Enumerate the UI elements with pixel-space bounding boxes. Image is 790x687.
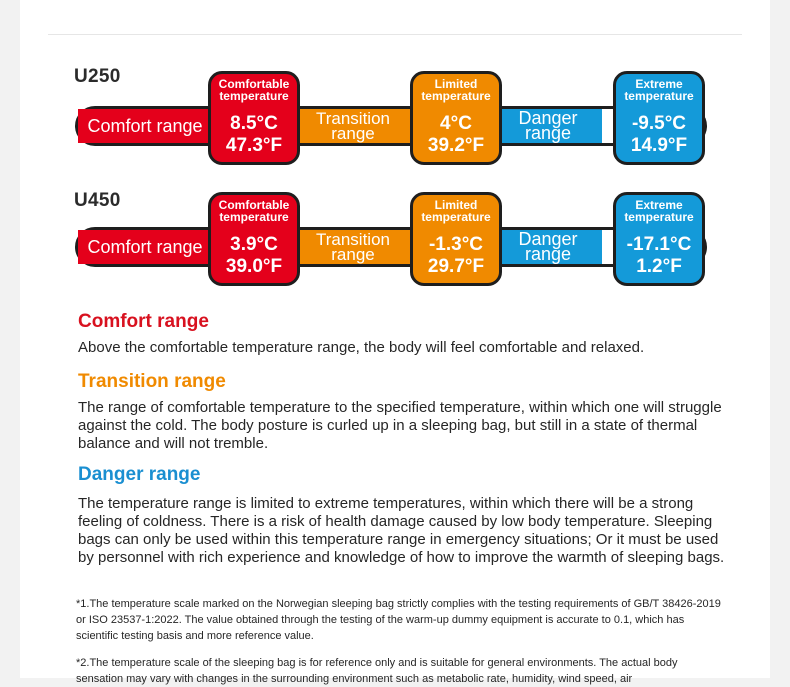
- celsius-value: 3.9°C: [230, 234, 278, 255]
- danger-range-segment: Danger range: [494, 109, 602, 143]
- comfortable-temperature-value: [211, 227, 297, 283]
- comfort-range-segment: Comfort range: [78, 109, 212, 143]
- comfort-range-segment: Comfort range: [78, 230, 212, 264]
- limited-temperature-box-u250: [410, 71, 502, 165]
- celsius-value: 8.5°C: [230, 113, 278, 134]
- comfortable-temperature-box-u250: [208, 71, 300, 165]
- extreme-temperature-box-u450: [613, 192, 705, 286]
- temperature-info-card: [20, 0, 770, 685]
- fahrenheit-value: 1.2°F: [636, 256, 682, 277]
- extreme-temperature-label: Extreme temperature: [624, 198, 694, 224]
- fahrenheit-value: 47.3°F: [225, 135, 283, 156]
- comfort-range-heading: Comfort range: [78, 311, 209, 332]
- comfortable-temperature-value: [211, 106, 297, 162]
- extreme-temperature-box-u250: [613, 71, 705, 165]
- transition-range-heading: Transition range: [78, 371, 226, 392]
- limited-temperature-value: [413, 227, 499, 283]
- comfortable-temperature-box-u450: [208, 192, 300, 286]
- model-name-u450: U450: [74, 190, 121, 211]
- divider: [48, 34, 742, 35]
- extreme-temperature-label: Extreme temperature: [624, 77, 694, 103]
- model-name-u250: U250: [74, 66, 121, 87]
- celsius-value: 4°C: [440, 113, 472, 134]
- danger-range-segment: Danger range: [494, 230, 602, 264]
- transition-range-segment: Transition range: [294, 109, 412, 143]
- extreme-temperature-value: [616, 106, 702, 162]
- fahrenheit-value: 39.2°F: [427, 135, 485, 156]
- footnote-2: *2.The temperature scale of the sleeping bag is for reference only and is suitable for general environments. The actual body sensation may vary with changes in the surrounding environment such as metabolic rate, humidity, wind speed, air: [76, 657, 678, 685]
- danger-range-heading: Danger range: [78, 464, 201, 485]
- limited-temperature-box-u450: [410, 192, 502, 286]
- fahrenheit-value: 14.9°F: [630, 135, 688, 156]
- comfortable-temperature-label: Comfortable temperature: [218, 77, 290, 103]
- comfort-range-description: Above the comfortable temperature range, the body will feel comfortable and relaxed.: [78, 339, 645, 356]
- fahrenheit-value: 29.7°F: [427, 256, 485, 277]
- extreme-temperature-value: [616, 227, 702, 283]
- celsius-value: -1.3°C: [428, 234, 484, 255]
- comfortable-temperature-label: Comfortable temperature: [218, 198, 290, 224]
- footnote-1: *1.The temperature scale marked on the Norwegian sleeping bag strictly complies with the testing requirements of GB/T 38426-2019 or ISO 23537-1:2022. The value obtained through the testing of the warm-up dummy equipment is accurate to 0.1, which has scientific testing basis and more reference value.: [76, 598, 721, 642]
- limited-temperature-value: [413, 106, 499, 162]
- limited-temperature-label: Limited temperature: [421, 198, 491, 224]
- danger-range-description: The temperature range is limited to extreme temperatures, within which there will be a strong feeling of coldness. There is a risk of health damage caused by low body temperature. Sleeping bags can only be used within this temperature range in emergency situations; Or it must be used by personnel with rich experience and knowledge of how to improve the warmth of sleeping bags.: [78, 495, 725, 566]
- transition-range-segment: Transition range: [294, 230, 412, 264]
- celsius-value: -17.1°C: [626, 234, 692, 255]
- fahrenheit-value: 39.0°F: [225, 256, 283, 277]
- celsius-value: -9.5°C: [631, 113, 687, 134]
- limited-temperature-label: Limited temperature: [421, 77, 491, 103]
- transition-range-description: The range of comfortable temperature to the specified temperature, within which one will struggle against the cold. The body posture is curled up in a sleeping bag, but still in a state of thermal balance and will not tremble.: [78, 399, 722, 452]
